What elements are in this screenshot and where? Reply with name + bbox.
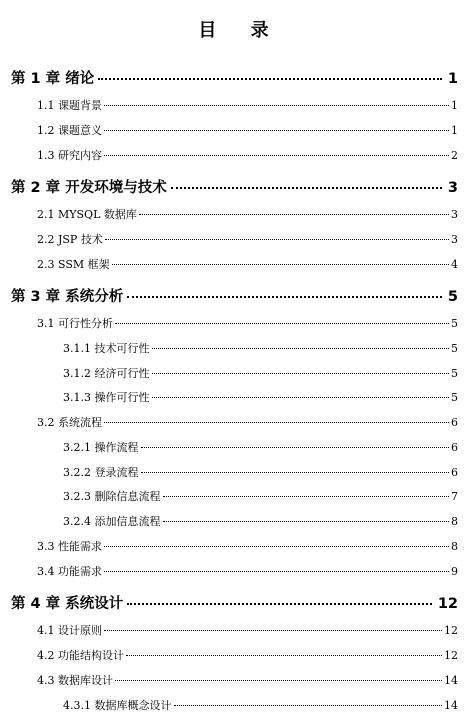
toc-entry-label: 3.2.3 删除信息流程 <box>63 490 161 503</box>
toc-entry[interactable] <box>63 389 458 405</box>
toc-entry-page: 14 <box>444 699 458 712</box>
dot-leader <box>115 680 442 681</box>
dot-leader <box>127 296 442 298</box>
toc-entry[interactable] <box>11 592 458 613</box>
toc-entry-label: 第 2 章 开发环境与技术 <box>11 180 167 196</box>
toc-entry[interactable] <box>63 365 458 381</box>
toc-entry[interactable] <box>37 647 458 663</box>
toc-entry[interactable] <box>37 563 458 579</box>
dot-leader <box>126 655 442 656</box>
dot-leader <box>163 496 450 497</box>
toc-entry[interactable] <box>37 231 458 247</box>
toc-entry-label: 4.1 设计原则 <box>37 624 102 637</box>
toc-entry[interactable] <box>37 414 458 430</box>
dot-leader <box>104 155 449 156</box>
toc-entry-label: 3.2.2 登录流程 <box>63 466 139 479</box>
toc-entry[interactable] <box>37 538 458 554</box>
toc-entry-page: 7 <box>451 490 458 503</box>
toc-entry[interactable] <box>11 176 458 197</box>
toc-entry[interactable] <box>37 622 458 638</box>
dot-leader <box>98 78 442 80</box>
toc-entry-page: 5 <box>451 342 458 355</box>
toc-entry-label: 2.3 SSM 框架 <box>37 258 110 271</box>
toc-entry-page: 2 <box>451 149 458 162</box>
toc-entry-page: 14 <box>444 674 458 687</box>
toc-entry-label: 第 3 章 系统分析 <box>11 289 124 305</box>
toc-entry-page: 8 <box>451 540 458 553</box>
toc-entry-page: 12 <box>444 649 458 662</box>
dot-leader <box>141 447 450 448</box>
toc-entry[interactable] <box>63 439 458 455</box>
toc-entry-label: 1.2 课题意义 <box>37 124 102 137</box>
toc-entry[interactable] <box>37 256 458 272</box>
toc-entry-page: 6 <box>451 416 458 429</box>
toc-entry-label: 1.3 研究内容 <box>37 149 102 162</box>
toc-entry[interactable] <box>63 513 458 529</box>
toc-entry-label: 3.1.1 技术可行性 <box>63 342 150 355</box>
dot-leader <box>104 571 449 572</box>
toc-entry-page: 1 <box>447 71 458 87</box>
toc-entry[interactable] <box>37 206 458 222</box>
toc-entry-label: 3.2.1 操作流程 <box>63 441 139 454</box>
toc-entry-page: 5 <box>451 317 458 330</box>
toc-entry[interactable] <box>11 285 458 306</box>
toc-entry-page: 8 <box>451 515 458 528</box>
toc-entry-label: 2.2 JSP 技术 <box>37 233 103 246</box>
dot-leader <box>104 630 442 631</box>
toc-entry-label: 1.1 课题背景 <box>37 99 102 112</box>
toc-entry-page: 6 <box>451 441 458 454</box>
toc-entry-page: 3 <box>451 233 458 246</box>
dot-leader <box>152 348 450 349</box>
dot-leader <box>104 546 449 547</box>
toc-entry-label: 4.3.1 数据库概念设计 <box>63 699 172 712</box>
toc-entry[interactable] <box>37 97 458 113</box>
dot-leader <box>163 521 450 522</box>
dot-leader <box>171 187 442 189</box>
toc-entry-page: 12 <box>437 596 458 612</box>
toc-entry-label: 3.4 功能需求 <box>37 565 102 578</box>
dot-leader <box>115 323 449 324</box>
toc-entry-page: 6 <box>451 466 458 479</box>
dot-leader <box>152 397 450 398</box>
toc-entry-label: 3.3 性能需求 <box>37 540 102 553</box>
dot-leader <box>112 264 449 265</box>
toc-entry[interactable] <box>37 122 458 138</box>
toc-entry[interactable] <box>63 697 458 713</box>
dot-leader <box>104 105 449 106</box>
toc-entry-page: 5 <box>451 391 458 404</box>
toc-entry-label: 4.3 数据库设计 <box>37 674 113 687</box>
dot-leader <box>152 373 450 374</box>
toc-entry[interactable] <box>63 488 458 504</box>
toc-entry-label: 4.2 功能结构设计 <box>37 649 124 662</box>
dot-leader <box>139 214 449 215</box>
toc-entry-label: 3.2.4 添加信息流程 <box>63 515 161 528</box>
page-title: 目 录 <box>198 20 283 41</box>
toc-entry[interactable] <box>63 340 458 356</box>
toc-entry-page: 3 <box>447 180 458 196</box>
toc-entry-page: 4 <box>451 258 458 271</box>
dot-leader <box>104 422 449 423</box>
dot-leader <box>127 603 432 605</box>
toc-entry[interactable] <box>37 315 458 331</box>
toc-entry-page: 1 <box>451 99 458 112</box>
toc-entry-label: 第 4 章 系统设计 <box>11 596 124 612</box>
dot-leader <box>174 705 443 706</box>
dot-leader <box>105 239 449 240</box>
toc-entry-page: 9 <box>451 565 458 578</box>
toc-entry-label: 3.2 系统流程 <box>37 416 102 429</box>
toc-entry-label: 3.1.3 操作可行性 <box>63 391 150 404</box>
toc-entry-label: 3.1.2 经济可行性 <box>63 367 150 380</box>
toc-entry[interactable] <box>63 464 458 480</box>
toc-entry-label: 3.1 可行性分析 <box>37 317 113 330</box>
toc-entry-label: 2.1 MYSQL 数据库 <box>37 208 137 221</box>
toc-entry-page: 3 <box>451 208 458 221</box>
dot-leader <box>104 130 449 131</box>
toc-entry-page: 5 <box>451 367 458 380</box>
toc-entry-page: 5 <box>447 289 458 305</box>
toc-entry-page: 1 <box>451 124 458 137</box>
toc-entry-label: 第 1 章 绪论 <box>11 71 95 87</box>
toc-entry[interactable] <box>11 67 458 88</box>
dot-leader <box>141 472 450 473</box>
toc-entry[interactable] <box>37 672 458 688</box>
toc-entry-page: 12 <box>444 624 458 637</box>
toc-entry[interactable] <box>37 147 458 163</box>
